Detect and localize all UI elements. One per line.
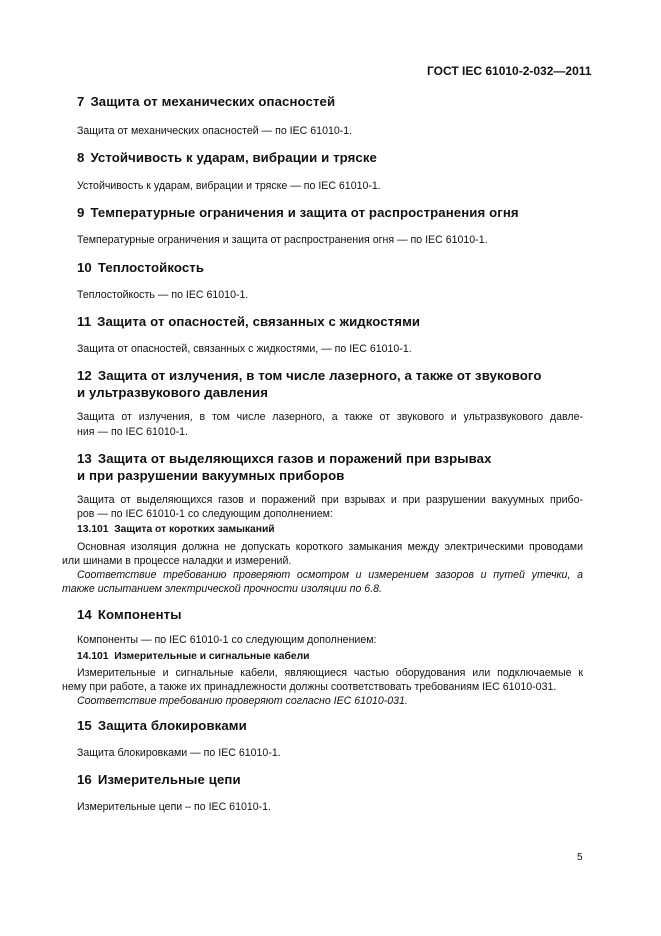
- section-15-text: Защита блокировками — по IEC 61010-1.: [77, 747, 281, 759]
- section-16-heading: [77, 772, 241, 787]
- section-11-heading: [77, 314, 420, 329]
- subsection-title: Измерительные и сигнальные кабели: [114, 651, 310, 662]
- section-number: 14: [77, 607, 92, 622]
- section-title-line-1: Защита от излучения, в том числе лазерного, а также от звукового: [97, 368, 542, 383]
- section-10-heading: [77, 260, 204, 275]
- section-9-heading: [77, 205, 519, 220]
- section-13-text-line-2: ров — по IEC 61010-1 со следующим дополнением:: [77, 508, 333, 520]
- section-9-text: Температурные ограничения и защита от распространения огня — по IEC 61010-1.: [77, 234, 488, 246]
- section-title: Измерительные цепи: [97, 772, 241, 787]
- section-title: Теплостойкость: [97, 260, 205, 275]
- section-13-heading-line-2: и при разрушении вакуумных приборов: [77, 468, 345, 483]
- section-title: Устойчивость к ударам, вибрации и тряске: [90, 150, 377, 165]
- page-number: 5: [577, 852, 583, 863]
- section-title: Защита блокировками: [97, 718, 247, 733]
- subsection-14-101-compliance: Соответствие требованию проверяют согласно IEC 61010-031.: [77, 695, 408, 707]
- subsection-number: 14.101: [77, 651, 109, 662]
- section-number: 15: [77, 718, 92, 733]
- section-title: Компоненты: [97, 607, 182, 622]
- section-13-text-line-1: Защита от выделяющихся газов и поражений при взрывах и при разрушении вакуумных прибо-: [77, 494, 583, 506]
- section-10-text: Теплостойкость — по IEC 61010-1.: [77, 289, 249, 301]
- subsection-14-101-text-line-1: Измерительные и сигнальные кабели, являющиеся частью оборудования или подключаемые к: [77, 667, 583, 679]
- subsection-13-101-compliance-line-1: Соответствие требованию проверяют осмотром и измерением зазоров и путей утечки, а: [77, 569, 583, 581]
- subsection-13-101-text-line-1: Основная изоляция должна не допускать короткого замыкания между электрическими проводами: [77, 541, 583, 553]
- section-title-line-1: Защита от выделяющихся газов и поражений при взрывах: [97, 451, 492, 466]
- section-14-text: Компоненты — по IEC 61010-1 со следующим дополнением:: [77, 634, 377, 646]
- section-12-text-line-1: Защита от излучения, в том числе лазерного, а также от звукового и ультразвукового давле-: [77, 411, 583, 423]
- section-number: 13: [77, 451, 92, 466]
- subsection-number: 13.101: [77, 524, 109, 535]
- section-12-heading-line-2: и ультразвукового давления: [77, 385, 268, 400]
- section-16-text: Измерительные цепи – по IEC 61010-1.: [77, 801, 271, 813]
- section-number: 16: [77, 772, 92, 787]
- section-7-text: Защита от механических опасностей — по IEC 61010-1.: [77, 125, 353, 137]
- section-12-heading: [77, 368, 541, 383]
- section-title: Температурные ограничения и защита от распространения огня: [90, 205, 519, 220]
- section-8-text: Устойчивость к ударам, вибрации и тряске — по IEC 61010-1.: [77, 180, 381, 192]
- subsection-14-101-text-line-2: нему при работе, а также их принадлежности должны соответствовать требованиям IEC 61010-031.: [62, 681, 557, 693]
- section-number: 12: [77, 368, 92, 383]
- section-11-text: Защита от опасностей, связанных с жидкостями, — по IEC 61010-1.: [77, 343, 412, 355]
- section-7-heading: [77, 94, 335, 109]
- section-number: 8: [77, 150, 85, 165]
- section-15-heading: [77, 718, 247, 733]
- section-12-text-line-2: ния — по IEC 61010-1.: [77, 426, 188, 438]
- subsection-13-101-heading: [77, 524, 275, 535]
- subsection-13-101-compliance-line-2: также испытанием электрической прочности изоляции по 6.8.: [62, 583, 382, 595]
- section-number: 10: [77, 260, 92, 275]
- section-number: 9: [77, 205, 85, 220]
- section-title: Защита от опасностей, связанных с жидкостями: [97, 314, 421, 329]
- subsection-14-101-heading: [77, 651, 310, 662]
- section-8-heading: [77, 150, 377, 165]
- section-number: 7: [77, 94, 85, 109]
- section-13-heading: [77, 451, 492, 466]
- section-title: Защита от механических опасностей: [90, 94, 336, 109]
- section-14-heading: [77, 607, 182, 622]
- section-number: 11: [77, 314, 92, 329]
- document-code: ГОСТ IEC 61010-2-032—2011: [427, 64, 592, 78]
- subsection-13-101-text-line-2: или шинами в процессе наладки и измерений.: [62, 555, 292, 567]
- subsection-title: Защита от коротких замыканий: [114, 524, 275, 535]
